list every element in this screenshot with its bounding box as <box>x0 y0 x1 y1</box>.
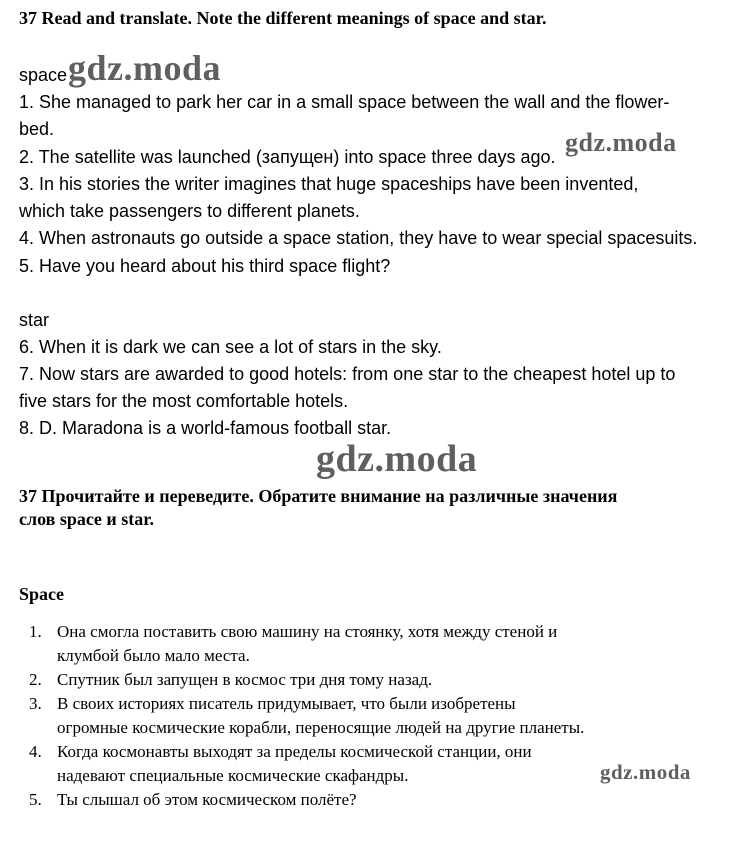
list-number: 1. <box>29 622 42 641</box>
list-item <box>29 692 516 716</box>
section-heading-space: Space <box>19 584 64 604</box>
list-item-continuation: надевают специальные космические скафандры. <box>57 766 409 785</box>
section-word-space: space <box>19 65 68 85</box>
list-number: 5. <box>29 790 42 809</box>
list-text: Спутник был запущен в космос три дня тому назад. <box>57 670 433 689</box>
sentence-line: 6. When it is dark we can see a lot of stars in the sky. <box>19 337 442 357</box>
watermark: gdz.moda <box>68 48 222 88</box>
sentence-line: which take passengers to different planets. <box>19 201 360 221</box>
list-text: Ты слышал об этом космическом полёте? <box>57 790 357 809</box>
section-word-star: star <box>19 310 50 330</box>
exercise-title-ru-line2: слов space и star. <box>19 509 155 529</box>
sentence-line: 7. Now stars are awarded to good hotels: from one star to the cheapest hotel up to <box>19 364 676 384</box>
sentence-line: 3. In his stories the writer imagines that huge spaceships have been invented, <box>19 174 639 194</box>
watermark: gdz.moda <box>600 760 691 784</box>
list-number: 3. <box>29 694 42 713</box>
exercise-title-en: 37 Read and translate. Note the different meanings of space and star. <box>19 8 547 28</box>
sentence-line: 4. When astronauts go outside a space station, they have to wear special spacesuits. <box>19 228 698 248</box>
sentence-line: bed. <box>19 119 55 139</box>
exercise-title-ru-line1: 37 Прочитайте и переведите. Обратите внимание на различные значения <box>19 486 618 506</box>
list-item <box>29 668 432 692</box>
list-text: В своих историях писатель придумывает, что были изобретены <box>57 694 516 713</box>
list-item-continuation: клумбой было мало места. <box>57 646 250 665</box>
sentence-line: five stars for the most comfortable hotels. <box>19 391 349 411</box>
list-item <box>29 740 532 764</box>
list-number: 2. <box>29 670 42 689</box>
watermark: gdz.moda <box>565 128 677 157</box>
sentence-line: 1. She managed to park her car in a small space between the wall and the flower- <box>19 92 670 112</box>
list-text: Она смогла поставить свою машину на стоянку, хотя между стеной и <box>57 622 558 641</box>
list-item <box>29 620 557 644</box>
list-text: Когда космонавты выходят за пределы космической станции, они <box>57 742 532 761</box>
watermark: gdz.moda <box>316 438 478 480</box>
list-item <box>29 788 357 812</box>
list-number: 4. <box>29 742 42 761</box>
sentence-line: 8. D. Maradona is a world-famous football star. <box>19 418 392 438</box>
sentence-line: 5. Have you heard about his third space flight? <box>19 256 391 276</box>
list-item-continuation: огромные космические корабли, переносящие людей на другие планеты. <box>57 718 585 737</box>
sentence-line: 2. The satellite was launched (запущен) into space three days ago. <box>19 147 556 167</box>
